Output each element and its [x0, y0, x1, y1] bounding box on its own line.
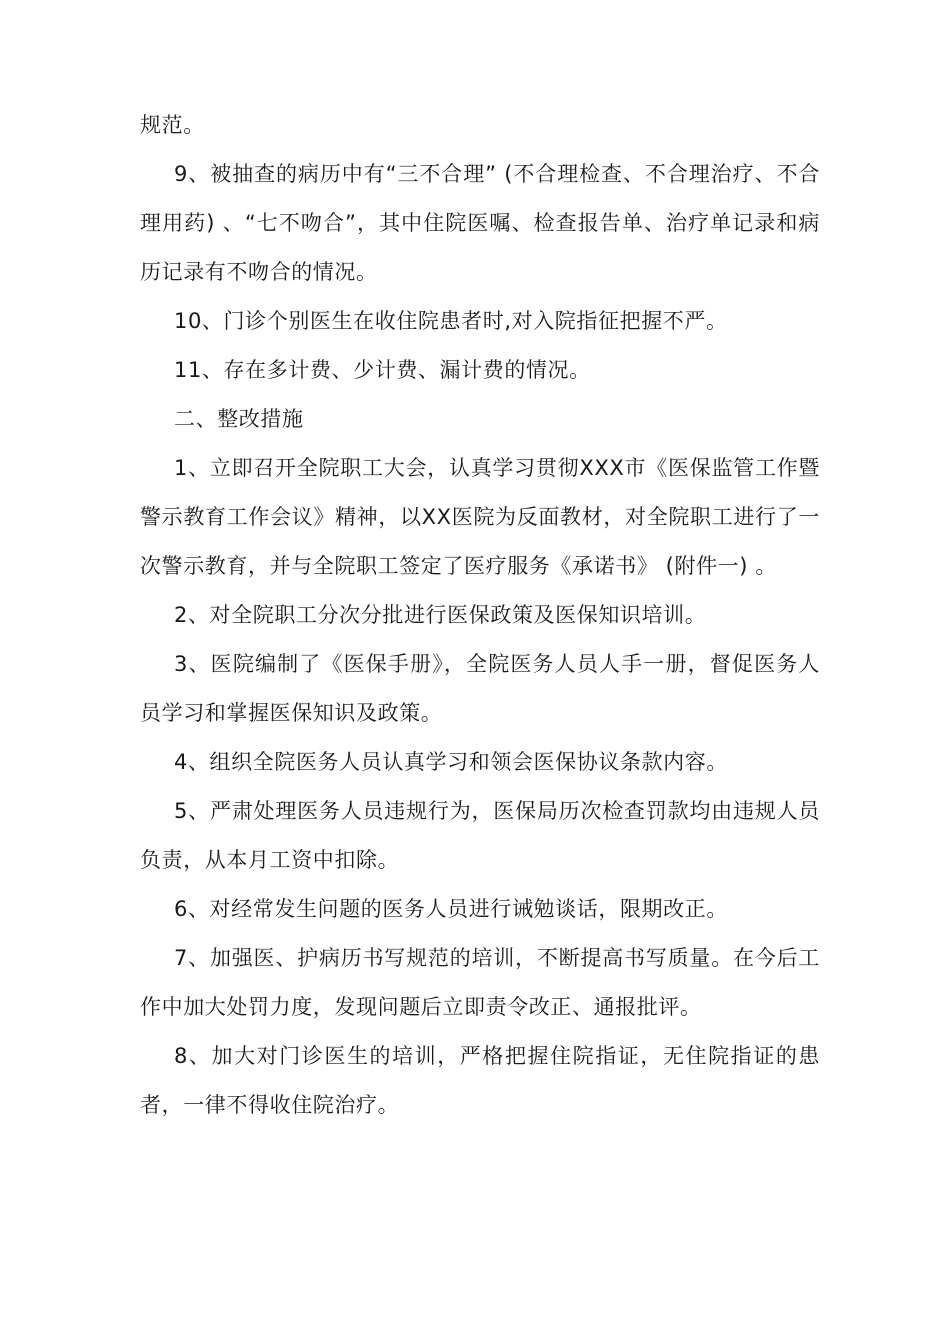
section-heading-rectification: 二、整改措施 — [174, 407, 304, 431]
paragraph-item-11: 11、存在多计费、少计费、漏计费的情况。 — [174, 358, 591, 382]
document-body — [140, 101, 820, 1130]
measure-item-3: 3、医院编制了《医保手册》，全院医务人员人手一册，督促医务人员学习和掌握医保知识及政策。 — [140, 652, 820, 725]
measure-item-4: 4、组织全院医务人员认真学习和领会医保协议条款内容。 — [174, 750, 728, 774]
measure-item-8: 8、加大对门诊医生的培训，严格把握住院指证，无住院指证的患者，一律不得收住院治疗。 — [140, 1044, 820, 1117]
measure-item-2: 2、对全院职工分次分批进行医保政策及医保知识培训。 — [174, 603, 707, 627]
paragraph-item-9: 9、被抽查的病历中有“三不合理” (不合理检查、不合理治疗、不合理用药) 、“七不吻合”，其中住院医嘱、检查报告单、治疗单记录和病历记录有不吻合的情况。 — [140, 162, 820, 284]
measure-item-7: 7、加强医、护病历书写规范的培训，不断提高书写质量。在今后工作中加大处罚力度，发现问题后立即责令改正、通报批评。 — [140, 946, 820, 1019]
measure-item-1: 1、立即召开全院职工大会，认真学习贯彻XXX市《医保监管工作暨警示教育工作会议》精神，以XX医院为反面教材，对全院职工进行了一次警示教育，并与全院职工签定了医疗服务《承诺书》 (附件一) 。 — [140, 456, 820, 578]
measure-item-6: 6、对经常发生问题的医务人员进行诫勉谈话，限期改正。 — [174, 897, 728, 921]
measure-item-5: 5、严肃处理医务人员违规行为，医保局历次检查罚款均由违规人员负责，从本月工资中扣除。 — [140, 799, 820, 872]
paragraph-item-10: 10、门诊个别医生在收住院患者时,对入院指征把握不严。 — [174, 309, 728, 333]
paragraph-continuation: 规范。 — [140, 113, 205, 137]
